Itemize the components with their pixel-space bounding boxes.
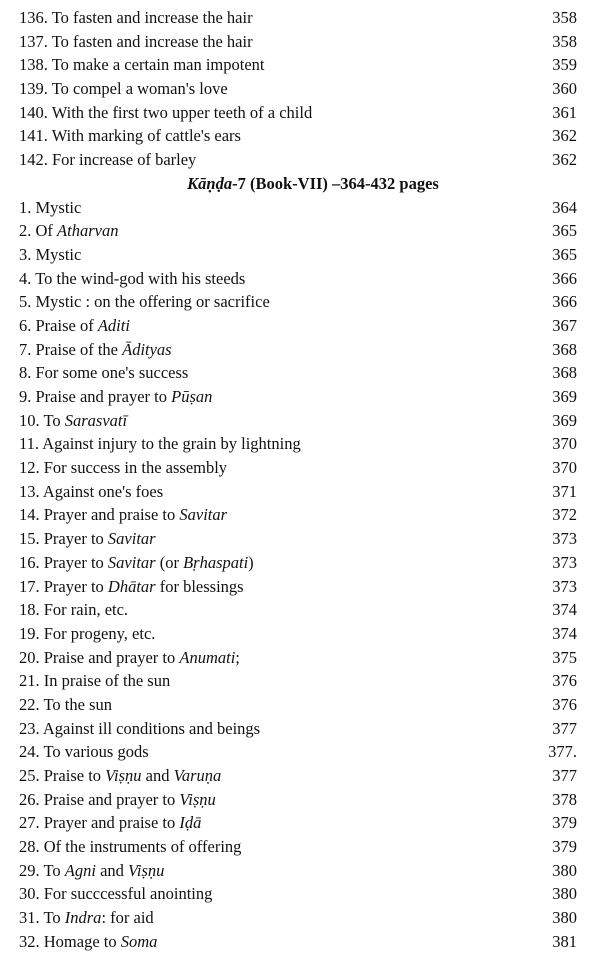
toc-entry <box>19 764 577 788</box>
toc-entry-number: 2. <box>19 221 32 241</box>
toc-entry-title <box>19 456 227 480</box>
toc-entry <box>19 811 577 835</box>
toc-entry-title <box>19 243 81 267</box>
toc-entry-italic-term: Viṣṇu <box>179 789 216 809</box>
toc-entry-text: For success in the assembly <box>39 458 228 478</box>
toc-entry-number: 32. <box>19 931 40 951</box>
toc-entry-italic-term: Atharvan <box>57 221 119 241</box>
toc-entry-title <box>19 409 127 433</box>
section-heading-title-italic: Kāṇḍa <box>187 173 233 193</box>
toc-entry-page-number: 381 <box>552 931 577 951</box>
toc-entry-title <box>19 53 265 77</box>
toc-entry-number: 7. <box>19 339 32 359</box>
toc-entry-number: 9. <box>19 387 32 406</box>
toc-entry-number: 29. <box>19 860 40 880</box>
toc-entry-italic-term: Indra <box>64 908 102 928</box>
toc-entry <box>19 930 577 954</box>
toc-entry-page-number: 373 <box>552 529 577 549</box>
toc-entry-page-number: 358 <box>552 31 577 51</box>
toc-entry-title <box>19 811 201 835</box>
toc-entry-number: 25. <box>19 766 40 785</box>
toc-entry-text: To <box>39 860 65 880</box>
toc-entry-text: In praise of the sun <box>39 671 171 691</box>
toc-entry-number: 15. <box>19 529 40 549</box>
toc-entry-number: 26. <box>19 789 40 809</box>
toc-entry-number: 22. <box>19 694 40 714</box>
toc-entry-page-number: 361 <box>552 102 577 122</box>
toc-entry-title <box>19 101 312 125</box>
toc-entry-title <box>19 835 241 859</box>
toc-entry-text: Praise and prayer to <box>39 647 180 667</box>
toc-entry-title <box>19 882 212 906</box>
toc-entry-italic-term: Viṣṇu <box>128 860 165 880</box>
toc-entry <box>19 30 577 54</box>
toc-entry <box>19 622 577 646</box>
toc-entry-text: Of the instruments of offering <box>39 837 242 857</box>
toc-entry-page-number: 379 <box>552 813 577 833</box>
section-heading <box>19 172 577 196</box>
toc-entry <box>19 906 577 930</box>
toc-entry-number: 142. <box>19 150 48 170</box>
toc-entry-page-number: 366 <box>552 292 577 312</box>
toc-entry-text: For increase of barley <box>47 150 197 170</box>
toc-entry-text: To fasten and increase the hair <box>47 31 253 51</box>
toc-entry-page-number: 362 <box>552 126 577 146</box>
toc-entry-number: 140. <box>19 102 48 122</box>
toc-entry-title <box>19 338 172 362</box>
toc-entry <box>19 456 577 480</box>
section-heading-title-rest: -7 (Book-VII) –364-432 pages <box>232 173 439 193</box>
toc-entry-number: 24. <box>19 742 40 762</box>
toc-entry-text: For succcessful anointing <box>39 884 213 904</box>
toc-entry <box>19 788 577 812</box>
toc-entry-number: 23. <box>19 718 40 738</box>
toc-entry-title <box>19 432 301 456</box>
toc-entry-italic-term: Savitar <box>107 529 156 549</box>
toc-entry-text: Prayer to <box>39 576 108 596</box>
toc-entry-title <box>19 219 118 243</box>
toc-entry-number: 138. <box>19 55 48 75</box>
toc-entry-page-number: 369 <box>552 410 577 430</box>
toc-entry <box>19 267 577 291</box>
toc-entry <box>19 219 577 243</box>
toc-entry-number: 21. <box>19 671 40 691</box>
toc-entry-italic-term: Savitar <box>179 505 228 525</box>
toc-entry-title <box>19 385 212 409</box>
toc-entry-number: 11. <box>19 434 40 454</box>
toc-entry-text: With marking of cattle's ears <box>47 126 241 146</box>
toc-entry-title <box>19 764 221 788</box>
toc-entry-title <box>19 290 270 314</box>
toc-entry-italic-term: Ādityas <box>122 339 172 359</box>
toc-entry-number: 10. <box>19 410 40 430</box>
toc-entry-text: To make a certain man impotent <box>47 55 265 75</box>
toc-entry-page-number: 377. <box>548 742 577 762</box>
toc-entry-page-number: 364 <box>552 197 577 217</box>
toc-entry-text: and <box>95 860 129 880</box>
toc-entry-italic-term: Bṛhaspati <box>183 552 249 572</box>
toc-entry-title <box>19 551 254 575</box>
toc-entry-title <box>19 906 154 930</box>
toc-entry <box>19 480 577 504</box>
toc-entry-text: With the first two upper teeth of a child <box>47 102 313 122</box>
toc-entry <box>19 361 577 385</box>
toc-entry-text: For some one's success <box>31 363 189 383</box>
toc-entry-text: ) <box>248 552 254 572</box>
toc-entry-title <box>19 669 170 693</box>
toc-entry-page-number: 380 <box>552 908 577 928</box>
toc-entry-number: 31. <box>19 908 40 928</box>
toc-entry-number: 27. <box>19 813 40 833</box>
toc-entry-text: Mystic : on the offering or sacrifice <box>31 292 270 312</box>
toc-entry-page-number: 377 <box>552 718 577 738</box>
toc-entry-text: ; <box>235 647 240 667</box>
table-of-contents <box>19 6 577 954</box>
toc-entry-number: 4. <box>19 268 32 288</box>
toc-entry-page-number: 365 <box>552 221 577 241</box>
toc-entry-page-number: 378 <box>552 789 577 809</box>
toc-entry-title <box>19 361 188 385</box>
toc-entry-page-number: 372 <box>552 505 577 525</box>
toc-entry-page-number: 375 <box>552 647 577 667</box>
toc-entry-number: 141. <box>19 126 48 146</box>
toc-entry-text: Of <box>31 221 58 241</box>
toc-entry-text: Praise and prayer to <box>31 387 172 406</box>
toc-entry-text: Against injury to the grain by lightning <box>39 434 301 454</box>
toc-entry-page-number: 377 <box>552 766 577 785</box>
toc-entry-text: Against ill conditions and beings <box>39 718 261 738</box>
toc-entry <box>19 6 577 30</box>
toc-entry-number: 28. <box>19 837 40 857</box>
toc-entry-page-number: 374 <box>552 600 577 620</box>
toc-entry-title <box>19 788 216 812</box>
toc-entry-text: Prayer to <box>39 529 108 549</box>
toc-entry <box>19 243 577 267</box>
toc-entry <box>19 290 577 314</box>
toc-entry-text: Praise of the <box>31 339 123 359</box>
toc-entry-number: 136. <box>19 8 48 27</box>
toc-entry-title <box>19 77 228 101</box>
toc-entry-number: 137. <box>19 31 48 51</box>
toc-entry-page-number: 380 <box>552 884 577 904</box>
toc-entry-italic-term: Viṣṇu <box>105 766 142 785</box>
toc-entry <box>19 575 577 599</box>
toc-entry-text: To <box>39 908 65 928</box>
toc-entry-title <box>19 30 253 54</box>
toc-entry-page-number: 365 <box>552 244 577 264</box>
toc-entry-title <box>19 503 227 527</box>
toc-entry <box>19 882 577 906</box>
toc-entry <box>19 859 577 883</box>
toc-entry-number: 6. <box>19 315 32 335</box>
toc-entry-page-number: 374 <box>552 623 577 643</box>
toc-entry-page-number: 373 <box>552 552 577 572</box>
toc-entry-text: To various gods <box>39 742 149 762</box>
toc-entry-title <box>19 598 128 622</box>
toc-entry-italic-term: Anumati <box>179 647 236 667</box>
toc-entry-page-number: 367 <box>552 315 577 335</box>
toc-entry-text: and <box>141 766 174 785</box>
toc-entry-page-number: 379 <box>552 837 577 857</box>
toc-entry <box>19 338 577 362</box>
toc-entry <box>19 551 577 575</box>
toc-entry-page-number: 359 <box>552 55 577 75</box>
toc-entry-italic-term: Savitar <box>107 552 156 572</box>
toc-entry-title <box>19 740 149 764</box>
toc-entry <box>19 101 577 125</box>
toc-entry-title <box>19 622 155 646</box>
toc-entry-title <box>19 124 241 148</box>
toc-entry-page-number: 370 <box>552 434 577 454</box>
toc-entry <box>19 409 577 433</box>
toc-entry-text: Praise of <box>31 315 98 335</box>
toc-entry-page-number: 358 <box>552 8 577 27</box>
toc-entry-title <box>19 930 157 954</box>
toc-entry-text: For progeny, etc. <box>39 623 156 643</box>
toc-entry-italic-term: Soma <box>120 931 158 951</box>
toc-entry-title <box>19 575 244 599</box>
toc-entry-text: Praise to <box>39 766 106 785</box>
toc-entry <box>19 385 577 409</box>
toc-entry-title <box>19 148 196 172</box>
toc-entry <box>19 693 577 717</box>
toc-entry-number: 19. <box>19 623 40 643</box>
toc-entry-text: Against one's foes <box>39 481 164 501</box>
toc-entry-text: To fasten and increase the hair <box>47 8 253 27</box>
toc-list-kanda-7 <box>19 196 577 954</box>
toc-entry-title <box>19 480 163 504</box>
toc-entry-page-number: 380 <box>552 860 577 880</box>
toc-entry <box>19 77 577 101</box>
toc-entry-page-number: 376 <box>552 694 577 714</box>
toc-entry-number: 139. <box>19 79 48 99</box>
toc-entry-italic-term: Aditi <box>97 315 130 335</box>
toc-entry-number: 20. <box>19 647 40 667</box>
toc-entry-number: 13. <box>19 481 40 501</box>
toc-entry-italic-term: Iḍā <box>179 813 202 833</box>
toc-entry-number: 3. <box>19 244 32 264</box>
toc-entry-italic-term: Sarasvatī <box>64 410 128 430</box>
toc-entry-title <box>19 267 245 291</box>
toc-entry <box>19 503 577 527</box>
toc-entry <box>19 669 577 693</box>
toc-entry-page-number: 369 <box>552 387 577 406</box>
toc-entry-page-number: 368 <box>552 363 577 383</box>
toc-entry-number: 16. <box>19 552 40 572</box>
toc-entry-title <box>19 527 156 551</box>
toc-entry-text: Homage to <box>39 931 121 951</box>
toc-entry-number: 30. <box>19 884 40 904</box>
toc-entry-italic-term: Varuṇa <box>173 766 222 785</box>
toc-entry-page-number: 360 <box>552 79 577 99</box>
toc-entry-text: Mystic <box>31 244 82 264</box>
toc-entry-page-number: 366 <box>552 268 577 288</box>
toc-entry-number: 8. <box>19 363 32 383</box>
toc-entry-italic-term: Pūṣan <box>171 387 213 406</box>
toc-entry-page-number: 370 <box>552 458 577 478</box>
toc-entry-text: (or <box>155 552 184 572</box>
toc-entry <box>19 527 577 551</box>
toc-entry-title <box>19 196 81 220</box>
toc-list-previous-section <box>19 6 577 172</box>
toc-entry <box>19 124 577 148</box>
toc-entry-text: To the wind-god with his steeds <box>31 268 246 288</box>
toc-entry-title <box>19 693 112 717</box>
toc-entry-title <box>19 717 260 741</box>
toc-entry <box>19 598 577 622</box>
toc-entry <box>19 432 577 456</box>
toc-entry <box>19 740 577 764</box>
toc-entry-text: for blessings <box>155 576 244 596</box>
toc-entry-number: 14. <box>19 505 40 525</box>
toc-entry-text: Praise and prayer to <box>39 789 180 809</box>
toc-entry-text: Prayer to <box>39 552 108 572</box>
toc-entry-text: Mystic <box>31 197 82 217</box>
toc-entry-text: To compel a woman's love <box>47 79 228 99</box>
toc-entry <box>19 196 577 220</box>
toc-entry-number: 18. <box>19 600 40 620</box>
toc-entry <box>19 148 577 172</box>
toc-entry-number: 1. <box>19 197 32 217</box>
toc-entry-title <box>19 6 253 30</box>
toc-entry-title <box>19 859 164 883</box>
toc-entry-number: 5. <box>19 292 32 312</box>
toc-entry-title <box>19 314 130 338</box>
toc-entry <box>19 646 577 670</box>
toc-entry-page-number: 373 <box>552 576 577 596</box>
toc-entry-page-number: 368 <box>552 339 577 359</box>
toc-entry-title <box>19 646 240 670</box>
toc-entry <box>19 835 577 859</box>
toc-entry-italic-term: Agni <box>64 860 96 880</box>
toc-entry-page-number: 376 <box>552 671 577 691</box>
toc-entry-page-number: 371 <box>552 481 577 501</box>
toc-entry-text: Prayer and praise to <box>39 813 180 833</box>
toc-entry-italic-term: Dhātar <box>107 576 156 596</box>
toc-entry-number: 17. <box>19 576 40 596</box>
toc-entry-text: To <box>39 410 65 430</box>
toc-entry <box>19 53 577 77</box>
toc-entry-page-number: 362 <box>552 150 577 170</box>
toc-entry-text: : for aid <box>101 908 154 928</box>
toc-entry-number: 12. <box>19 458 40 478</box>
toc-entry <box>19 314 577 338</box>
toc-entry-text: Prayer and praise to <box>39 505 180 525</box>
toc-entry-text: For rain, etc. <box>39 600 129 620</box>
toc-entry <box>19 717 577 741</box>
toc-entry-text: To the sun <box>39 694 112 714</box>
